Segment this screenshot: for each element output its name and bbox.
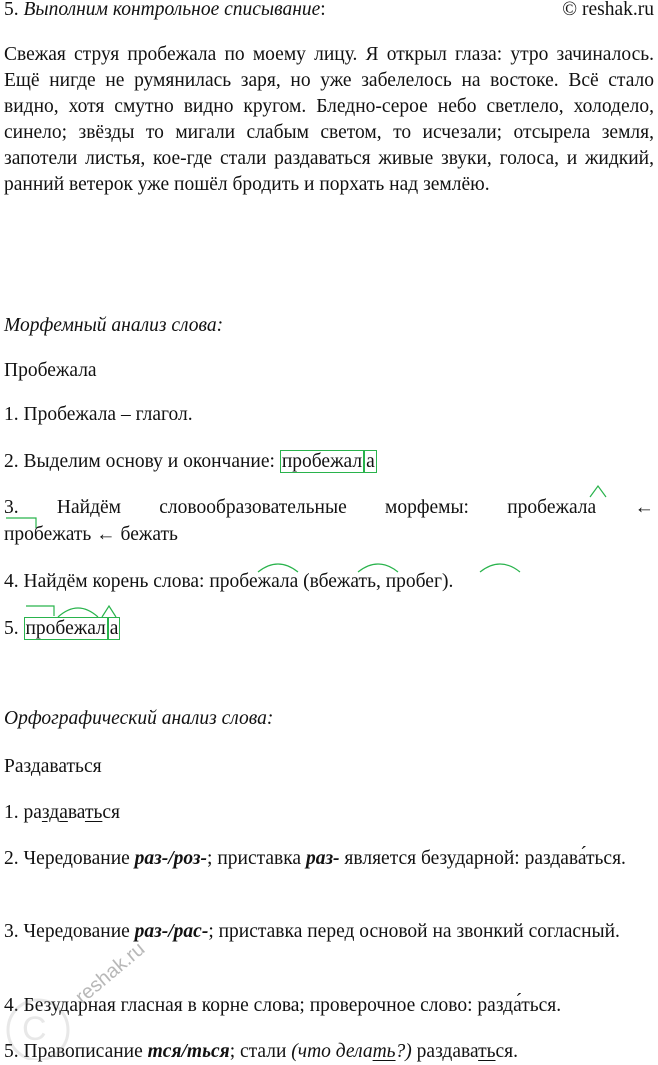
orth-step-2 [4,846,654,872]
ending-box: а [366,451,375,472]
root-arc-1 [256,560,300,574]
morph-heading: Морфемный анализ слова: [4,315,224,336]
step-3-word-2: словообразовательные [159,497,347,518]
ending-box-2: а [109,618,119,639]
orth-step-5-part-d: (что дела [291,1041,373,1062]
step5-suffix-mark [100,604,118,618]
morph-step-3-line-2: пробежать ← бежать [4,524,178,545]
site-credit[interactable]: © reshak.ru [562,0,654,20]
step-3-word-3: морфемы: [384,497,469,518]
orth-step-5-part-a: 5. Правописание [4,1041,148,1062]
orth-step-4: 4. Безударная гласная в корне слова; проверочное слово: разда́ться. [4,995,562,1016]
stem-box: пробежал [281,451,363,472]
orth-step-5 [4,1039,654,1065]
step-5-number: 5. [4,618,24,639]
orth-step-1-part-f: ся [102,802,120,823]
orth-step-2-part-c: ; приставка [207,848,306,869]
dictation-passage: Свежая струя пробежала по моему лицу. Я открыл глаза: утро зачиналось. Ещё нигде не румянилась заря, но уже забелелось на востоке. Всё стало видно, хотя смутно видно кругом. Бледно-серое небо светлело, холодело, синело; звёзды то мигали слабым светом, то исчезали; отсырела земля, запотели листья, кое-где стали раздаваться живые звуки, голоса, и жидкий, ранний ветерок уже пошёл бродить и порхать над землёю. [4,44,654,195]
orth-step-1-part-a: ра [23,802,42,823]
orth-step-1 [4,800,654,826]
orth-step-5-part-f: ?) [395,1041,412,1062]
orth-step-1-part-e: ть [84,802,103,823]
orth-step-1-part-d: ва [67,802,85,823]
exercise-title-colon: : [320,0,326,20]
orth-step-5-part-g: раздава [411,1041,479,1062]
step-3-arrow: ← [634,497,654,518]
exercise-number: 5. [4,0,19,20]
exercise-title [4,0,326,23]
orth-step-3 [4,919,654,945]
root-arc-2 [356,560,400,574]
exercise-title-text: Выполним контрольное списывание [23,0,321,20]
step5-root-arc [56,603,100,619]
step-3-number: 3. [4,497,19,518]
watermark-text: reshak.ru [71,937,150,1009]
morph-step-4: 4. Найдём корень слова: пробежала (вбежать, пробег). [4,571,454,592]
orth-step-5-part-h: ть [478,1041,496,1062]
morph-step-5 [4,616,654,642]
step-3-word-4: пробежала [507,497,597,518]
orth-step-1-part-c: а [59,802,68,823]
orth-step-3-part-a: 3. Чередование [4,921,135,942]
suffix-mark [588,484,608,498]
orth-step-3-part-c: ; приставка перед основой на звонкий согласный. [208,921,620,942]
orth-step-1-part-b: зд [41,802,60,823]
orth-step-2-part-b: раз-/роз- [134,848,208,869]
stem-box-2: пробежал [25,618,106,639]
morph-step-1: 1. Пробежала – глагол. [4,404,193,425]
prefix-mark [4,516,40,530]
root-arc-3 [478,560,522,574]
morph-step-3-line-1 [4,495,654,521]
orth-step-2-part-a: 2. Чередование [4,848,135,869]
morph-word: Пробежала [4,360,97,381]
morph-step-2 [4,449,654,475]
orth-step-2-part-e: является безударной: раздава́ться. [339,848,626,869]
orth-word: Раздаваться [4,756,102,777]
orth-step-1-number: 1. [4,802,24,823]
step-3-word-1: Найдём [56,497,121,518]
svg-text:C: C [22,1010,47,1048]
orth-step-5-part-c: ; стали [229,1041,292,1062]
orth-heading: Орфографический анализ слова: [4,708,274,729]
morph-step-2-text: 2. Выделим основу и окончание: [4,451,280,472]
orth-step-5-part-i: ся. [495,1041,519,1062]
orth-step-3-part-b: раз-/рас- [134,921,209,942]
orth-step-5-part-b: тся/ться [147,1041,230,1062]
exercise-header [4,0,654,26]
step5-prefix-mark [24,604,58,618]
orth-step-2-part-d: раз- [305,848,340,869]
orth-step-5-part-e: ть [372,1041,396,1062]
